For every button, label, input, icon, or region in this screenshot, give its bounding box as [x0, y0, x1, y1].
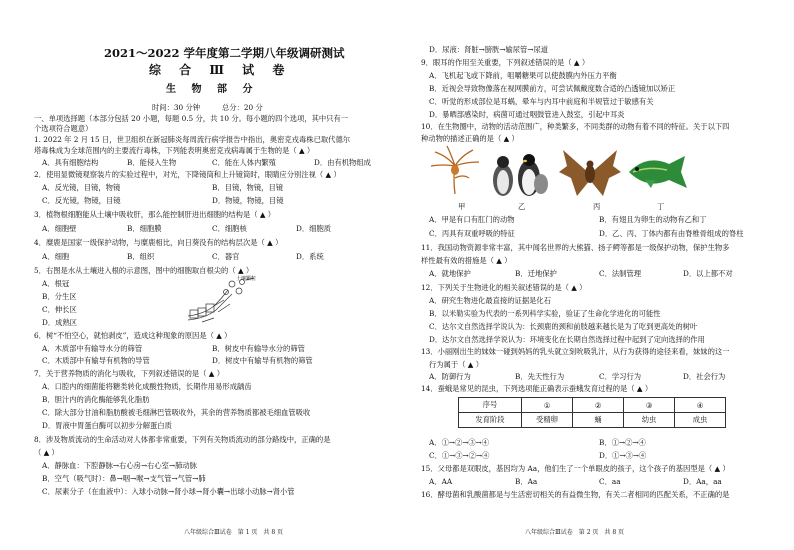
question-15: 15．父母都是双眼皮，基因均为 Aa，他们生了一个单眼皮的孩子，这个孩子的基因型是（ ▲ ） [421, 464, 730, 473]
q5-option-b: B．分生区 [42, 292, 77, 301]
q11-option-a: A．就地保护 [429, 269, 471, 278]
question-11: 11．我国动物资源非常丰富，其中闻名世界的大熊猫、扬子鳄等都是一级保护动物，保护生物多 [421, 243, 730, 252]
root-diagram [184, 276, 264, 330]
table-cell: ④ [675, 398, 726, 413]
table-cell: ③ [624, 398, 675, 413]
q11-option-d: D．以上都不对 [683, 269, 733, 278]
q3-option-b: B．细胞膜 [127, 224, 162, 233]
question-3: 3．植物根细胞能从土壤中吸收肝，那么能控制肝进出细胞的结构是（ ▲ ） [34, 210, 276, 219]
image-label-ding: 丁 [657, 202, 665, 211]
q11-option-c: C．法制管理 [599, 269, 642, 278]
q9-option-a: A．飞机起飞或下降前，咀嚼糖果可以使鼓膜内外压力平衡 [429, 71, 617, 80]
q3-option-a: A．细胞壁 [42, 224, 77, 233]
table-cell: 受精卵 [522, 413, 573, 428]
question-6: 6．树“不怕空心，就怕剥皮”，造成这种现象的原因是（ ▲ ） [34, 331, 232, 340]
q5-option-c: C．伸长区 [42, 305, 77, 314]
table-cell: 幼虫 [624, 413, 675, 428]
q3-option-c: C．细胞核 [212, 224, 247, 233]
animal-ding-fish [623, 150, 693, 199]
q6-option-d: D．树皮中有输导有机物的筛管 [212, 356, 313, 365]
subject-part: 生 物 部 分 [166, 84, 259, 95]
q15-option-c: C．aa [599, 477, 621, 486]
q12-option-d: D．达尔文自然选择学说认为：环境变化在长期自然选择过程中起到了定向选择的作用 [429, 335, 705, 344]
question-9: 9．眼耳的作用至关重要，下列叙述错误的是（ ▲ ） [421, 58, 590, 67]
q7-option-d: D．胃液中胃蛋白酶可以初步分解蛋白质 [42, 421, 172, 430]
animal-jia-hydra [425, 144, 485, 203]
silkworm-stage-table [458, 397, 726, 428]
q14-option-a: A．①→②→③→④ [429, 438, 490, 447]
q14-option-b: B．①→②→④ [599, 438, 646, 447]
table-cell: 发育阶段 [459, 413, 522, 428]
table-cell: 序号 [459, 398, 522, 413]
q12-option-a: A．研究生物进化最直接的证据是化石 [429, 296, 552, 305]
table-row [459, 413, 726, 428]
question-13: 13．小丽刚出生的妹妹一碰到妈妈的乳头就立刻吮吸乳汁，从行为获得的途径来看，妹妹的这一 [421, 347, 730, 356]
q4-option-b: B．组织 [127, 252, 155, 261]
q13-option-b: B．先天性行为 [515, 372, 565, 381]
q15-option-a: A．AA [429, 477, 453, 486]
q8-option-b: B．空气（吸气时）：鼻→咽→喉→支气管→气管→肺 [42, 474, 206, 483]
q7-option-a: A．口腔内的细菌能将糖类转化成酸性物质，长期作用易形成龋齿 [42, 382, 252, 391]
image-label-yi: 乙 [518, 202, 526, 211]
question-8: 8．涉及物质流动的生命活动对人体都非常重要，下列有关物质流动的部分路线中，正确的是 [34, 435, 331, 444]
q13-option-c: C．学习行为 [599, 372, 642, 381]
q2-option-d: D．物镜，物镜，目镜 [212, 196, 284, 205]
section-heading: 一、单项选择题（本部分包括 20 小题，每题 0.5 分，共 10 分。每小题的四个选项，其中只有一 [34, 114, 349, 123]
question-10-cont: 种动物的描述正确的是（ ▲ ） [421, 134, 519, 143]
question-8-cont: （ ▲ ） [34, 448, 59, 457]
question-7: 7．关于营养物质的消化与吸收，下列叙述错误的是（ ▲ ） [34, 369, 225, 378]
question-1: 1. 2022 年 2 月 15 日，世卫组织在新冠肺炎每周流行病学报告中指出，奥密克戎毒株已取代德尔 [34, 135, 351, 144]
image-label-bing: 丙 [593, 202, 601, 211]
animal-yi-penguins [485, 150, 550, 204]
question-5: 5．右图是水从土壤进入根的示意图，图中的细胞取自根尖的（ ▲ ） [34, 266, 254, 275]
q9-option-c: C．听觉的形成部位是耳蜗，晕车与内耳中前庭和半规管过于敏感有关 [429, 97, 654, 106]
q4-option-a: A．细胞 [42, 252, 70, 261]
q10-option-d: D．乙、丙、丁体内都有由脊椎骨组成的脊柱 [599, 229, 744, 238]
question-12: 12．下列关于生物进化的相关叙述错误的是（ ▲ ） [421, 283, 587, 292]
q1-option-a: A．具有细胞结构 [42, 158, 99, 167]
table-row [459, 398, 726, 413]
right-column [405, 0, 780, 550]
q3-option-d: D．细胞质 [296, 224, 332, 233]
q1-option-d: D．由有机物组成 [314, 158, 371, 167]
q9-option-d: D．暴晒部感染时，病菌可通过咽鼓管进入鼓室，引起中耳炎 [429, 110, 625, 119]
page-footer-right: 八年级综合Ⅲ试卷 第 2 页 共 8 页 [525, 529, 625, 536]
q2-option-b: B．目镜，物镜，目镜 [212, 183, 284, 192]
q6-option-c: C．木质部中有输导有机物的导管 [42, 356, 150, 365]
table-cell: ② [573, 398, 624, 413]
q13-option-a: A．防御行为 [429, 372, 471, 381]
question-14: 14．蚕蛾是常见的昆虫，下列选项能正确表示蚕蛾发育过程的是（ ▲ ） [421, 384, 653, 393]
q14-option-d: D．①→③→④ [599, 451, 647, 460]
q14-option-c: C．①→③→②→④ [429, 451, 490, 460]
q11-option-b: B．迁地保护 [515, 269, 557, 278]
question-1-cont: 塔毒株成为全球范围内的主要流行毒株，下列能表明奥密克戎病毒属于生物的是（ ▲ ） [34, 146, 315, 155]
q2-option-c: C．反光镜，物镜，目镜 [42, 196, 121, 205]
q10-option-c: C．丙具有双重呼吸的特征 [429, 229, 515, 238]
animal-bing-bat [555, 146, 625, 205]
left-column [34, 0, 409, 550]
question-2: 2．使用显微镜观察装片的实验过程中，对光，下降镜筒和上升镜筒时，眼睛应分别注视（ ▲ ） [34, 170, 341, 179]
q1-option-c: C．能在人体内繁殖 [212, 158, 276, 167]
q7-option-c: C．除大部分甘油和脂肪酸被毛细淋巴管吸收外，其余的营养物质都被毛细血管吸收 [42, 408, 311, 417]
q10-option-b: B．有翅且为卵生的动物有乙和丁 [599, 215, 707, 224]
image-label-jia: 甲 [458, 202, 466, 211]
question-10: 10．在生物圈中，动物的活动范围广，种类繁多，不同类群的动物有着不同的特征。关于以下四 [421, 122, 730, 131]
table-cell: 成虫 [675, 413, 726, 428]
q9-option-b: B．近视会导致物像落在视网膜前方，可尝试佩戴度数合适的凸透镜加以矫正 [429, 84, 676, 93]
exam-subtitle: 综 合 Ⅲ 试 卷 [149, 63, 292, 77]
q12-option-c: C．达尔文自然选择学说认为：长颈鹿的颈和前肢越来越长是为了吃到更高处的树叶 [429, 322, 698, 331]
q2-option-a: A．反光镜，目镜，物镜 [42, 183, 121, 192]
section-heading-cont: 个选项符合题意） [34, 124, 93, 133]
soil-particle-label: 土壤颗粒 [236, 276, 257, 282]
q5-option-a: A．根冠 [42, 279, 70, 288]
q12-option-b: B．以米勒实验为代表的一系列科学实验，验证了生命化学进化的可能性 [429, 309, 661, 318]
q8-option-d: D．尿液：肾脏→膀胱→输尿管→尿道 [429, 45, 549, 54]
question-4: 4．糜鹿是国家一级保护动物，与糜鹿相比，向日葵没有的结构层次是（ ▲ ） [34, 238, 283, 247]
table-cell: 蛹 [573, 413, 624, 428]
exam-title: 2021～2022 学年度第二学期八年级调研测试 [104, 46, 345, 60]
q1-option-b: B．能侵入生物 [127, 158, 177, 167]
q15-option-b: B．Aa [515, 477, 538, 486]
q8-option-a: A．静脉血：下腔静脉→右心房→右心室→肺动脉 [42, 461, 197, 470]
q6-option-a: A．木质部中有输导水分的筛管 [42, 344, 143, 353]
q6-option-b: B．树皮中有输导水分的筛管 [212, 344, 305, 353]
question-13-cont: 行为属于（ ▲ ） [429, 360, 484, 369]
q13-option-d: D．社会行为 [683, 372, 726, 381]
q4-option-c: C．器官 [212, 252, 240, 261]
q10-option-a: A．甲是有口有肛门的动物 [429, 215, 515, 224]
q15-option-d: D．Aa，aa [683, 477, 722, 486]
question-11-cont: 样性最有效的措施是（ ▲ ） [421, 256, 512, 265]
q4-option-d: D．系统 [296, 252, 324, 261]
page-footer-left: 八年级综合Ⅲ试卷 第 1 页 共 8 页 [184, 529, 284, 536]
q5-option-d: D．成熟区 [42, 318, 78, 327]
q7-option-b: B．胆汁内的消化酶能够乳化脂肪 [42, 395, 150, 404]
time-score: 时间：30 分钟 总分：20 分 [152, 103, 263, 112]
table-cell: ① [522, 398, 573, 413]
q8-option-c: C．尿素分子（在血液中）：入球小动脉→肾小球→肾小囊→出球小动脉→肾小管 [42, 487, 295, 496]
question-16: 16．酵母菌和乳酸菌都是与生活密切相关的有益微生物，有关二者相同的匹配关系，不正确的是 [421, 490, 730, 499]
